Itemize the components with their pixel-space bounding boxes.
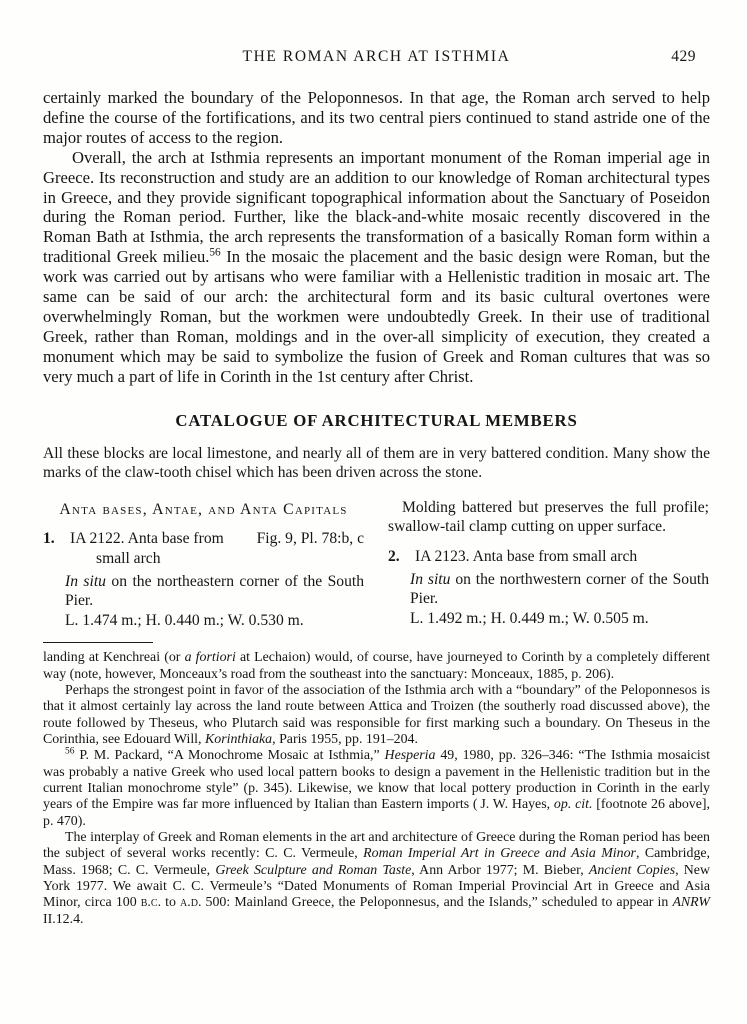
entry-2-title-line1: IA 2123. Anta base from small arch (415, 547, 638, 565)
body-paragraph-1: certainly marked the boundary of the Peloponnesos. In that age, the Roman arch served to help define the course of the fortifications, and its two central piers continued to stand astride one of the major routes of access to the region. (43, 88, 710, 147)
entry-1-title-line2: small arch (96, 549, 161, 567)
footnote-block (43, 642, 710, 928)
entry-2-number: 2. (388, 547, 400, 565)
running-head (43, 47, 710, 67)
entry-1-figure-reference: Fig. 9, Pl. 78:b, c (256, 530, 364, 548)
catalogue-entry-1 (43, 529, 364, 630)
running-title: THE ROMAN ARCH AT ISTHMIA (242, 48, 511, 65)
footnote-paragraph-boundary: Perhaps the strongest point in favor of the association of the Isthmia arch with a “boundary” of the Peloponnesos is that it almost certainly lay across the land route between Attica and Troizen (the southerly road discussed above), the route followed by Theseus, who Plutarch said was responsible for first marking such a boundary. On Theseus in the Corinthia, see Edouard Will, Korinthiaka, Paris 1955, pp. 191–204. (43, 682, 710, 747)
entry-1-title-line1: IA 2122. Anta base from (70, 530, 224, 548)
catalogue-subheading: Anta bases, Antae, and Anta Capitals (59, 500, 348, 518)
entry-2-description: In situ on the northwestern corner of the South Pier. (410, 571, 709, 608)
catalogue-columns (43, 498, 710, 630)
catalogue-intro: All these blocks are local limestone, and nearly all of them are in very battered condition. Many show the marks of the claw-tooth chisel which has been driven across the stone. (43, 444, 710, 482)
entry-2-head (388, 547, 709, 566)
catalogue-heading: CATALOGUE OF ARCHITECTURAL MEMBERS (175, 410, 578, 430)
entry-1-title (70, 529, 257, 568)
footnote-56-paragraph: $^{56}$ P. M. Packard, “A Monochrome Mosaic at Isthmia,” Hesperia 49, 1980, pp. 326–346: “The Isthmia mosaicist was probably a native Greek who used local pattern books to design a pavement in the Hellenistic tradition but in the current Italian monochrome style” (p. 345). Likewise, we know that local pottery production in Corinth in the early years of the Empire was far more influenced by Italian than Eastern imports ( J. W. Hayes, op. cit. [footnote 26 above], p. 470). (43, 746, 710, 829)
footnote-continuation-paragraph: landing at Kenchreai (or a fortiori at Lechaion) would, of course, have journeyed to Corinth by a completely different way (note, however, Monceaux’s road from the southeast into the sanctuary: Monceaux, 1885, p. 206). (43, 650, 710, 682)
column-right (388, 498, 709, 630)
entry-1-number: 1. (43, 530, 55, 548)
page-number: 429 (671, 48, 696, 65)
footnote-interplay-paragraph: The interplay of Greek and Roman elements in the art and architecture of Greece during the Roman period has been the subject of several works recently: C. C. Vermeule, Roman Imperial Art in Greece and Asia Minor, Cambridge, Mass. 1968; C. C. Vermeule, Greek Sculpture and Roman Taste, Ann Arbor 1977; M. Bieber, Ancient Copies, New York 1977. We await C. C. Vermeule’s “Dated Monuments of Roman Imperial Provincial Art in Greece and Asia Minor, circa 100 b.c. to a.d. 500: Mainland Greece, the Peloponnesus, and the Islands,” scheduled to appear in ANRW II.12.4. (43, 830, 711, 927)
column-left (43, 498, 364, 630)
entry-1-head (43, 529, 364, 568)
entry-2-dimensions: L. 1.492 m.; H. 0.449 m.; W. 0.505 m. (410, 609, 649, 627)
entry-1-dimensions: L. 1.474 m.; H. 0.440 m.; W. 0.530 m. (65, 611, 304, 629)
body-paragraph-2: Overall, the arch at Isthmia represents an important monument of the Roman imperial age in Greece. Its reconstruction and study are an addition to our knowledge of Roman architectural types in Greece, and they provide significant topographical information about the Sanctuary of Poseidon during the Roman period. Further, like the black-and-white mosaic recently discovered in the Roman Bath at Isthmia, the arch represents the transformation of a basically Roman form within a traditional Greek milieu.$^{56}$ In the mosaic the placement and the basic design were Roman, but the work was carried out by artisans who were familiar with a Hellenistic tradition in mosaic art. The same can be said of our arch: the architectural form and its basic cultural overtones were overwhelmingly Roman, but the workmen were undoubtedly Greek. In their use of traditional Greek, rather than Roman, moldings and in the over-all simplicity of execution, they created a monument which may be said to symbolize the fusion of Greek and Roman cultures that was so very much a part of life in Corinth in the 1st century after Christ. (43, 147, 710, 386)
entry-1-description: In situ on the northeastern corner of the South Pier. (65, 573, 365, 610)
entry-2-title (415, 547, 709, 566)
entry-1-condition-note: Molding battered but preserves the full profile; swallow-tail clamp cutting on upper surface. (388, 498, 709, 536)
catalogue-entry-2 (388, 547, 709, 629)
footnote-separator-rule (43, 642, 153, 643)
